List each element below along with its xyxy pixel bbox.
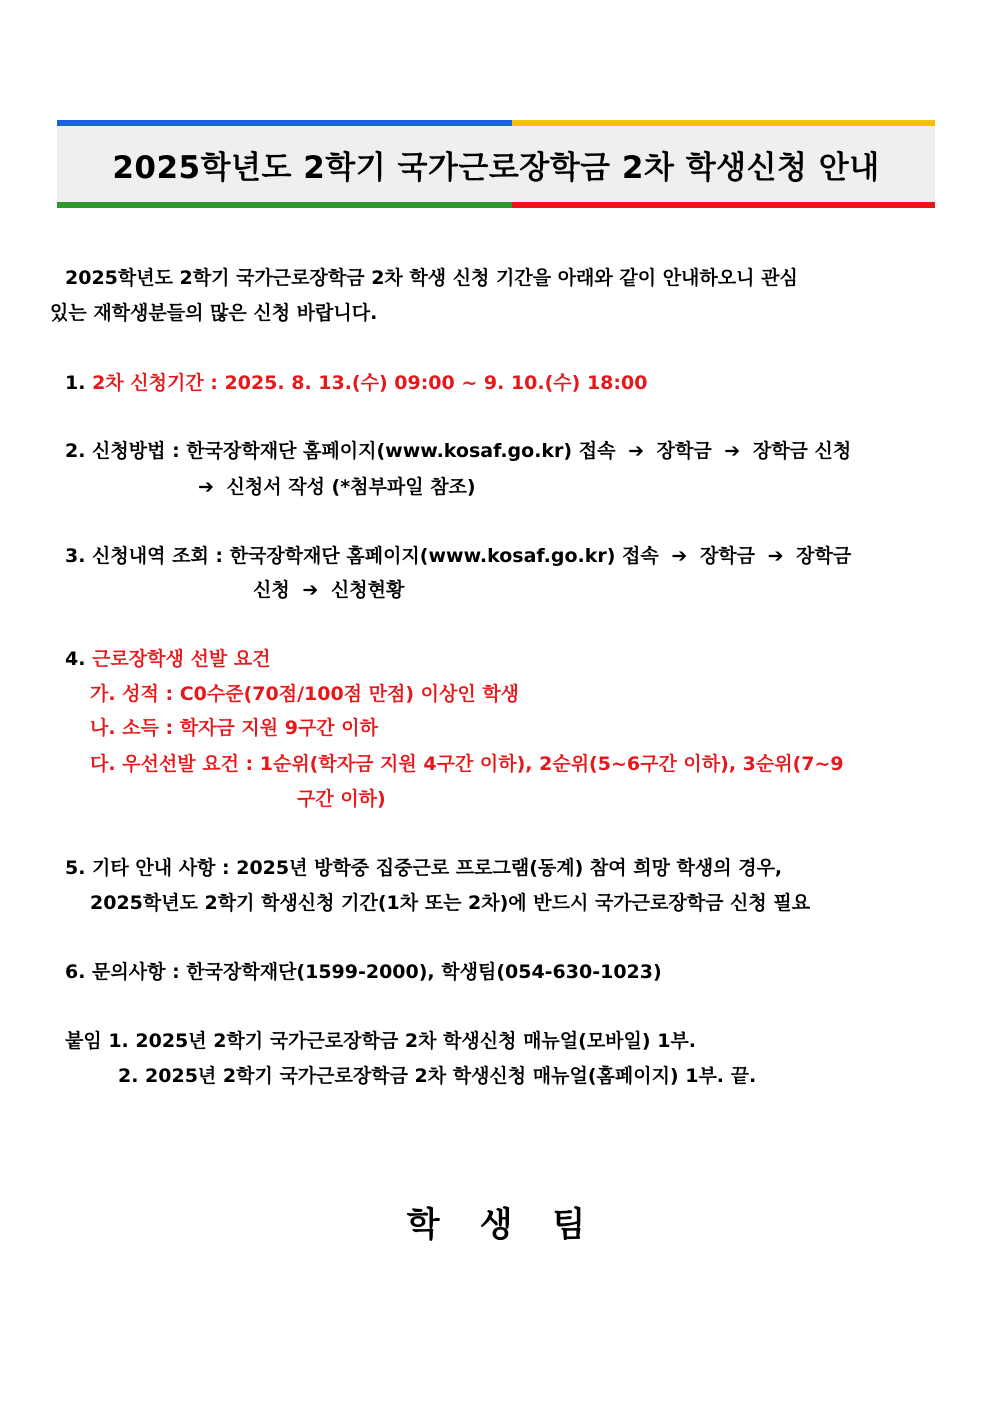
page-title: 2025학년도 2학기 국가근로장학금 2차 학생신청 안내	[112, 149, 880, 186]
item-2-step-2: 장학금 신청	[752, 440, 852, 462]
item-4-b: 나. 소득 : 학자금 지원 9구간 이하	[90, 717, 378, 739]
arrow-icon: ➔	[628, 440, 644, 462]
item-3-label: 3. 신청내역 조회 : 한국장학재단 홈페이지(www.kosaf.go.kr) 접속	[65, 545, 659, 567]
item-6: 6. 문의사항 : 한국장학재단(1599-2000), 학생팀(054-630-1023)	[65, 961, 662, 983]
item-1-text: 2차 신청기간 : 2025. 8. 13.(수) 09:00 ~ 9. 10.(수) 18:00	[92, 372, 648, 394]
intro-line-1: 2025학년도 2학기 국가근로장학금 2차 학생 신청 기간을 아래와 같이 안내하오니 관심	[65, 267, 798, 289]
item-2-step-3: 신청서 작성 (*첨부파일 참조)	[226, 476, 476, 498]
arrow-icon: ➔	[198, 476, 214, 498]
intro-line-2: 있는 재학생분들의 많은 신청 바랍니다.	[50, 302, 378, 324]
item-4-heading-line	[65, 648, 271, 670]
attachment-line-1: 붙임 1. 2025년 2학기 국가근로장학금 2차 학생신청 매뉴얼(모바일) 1부.	[65, 1030, 696, 1052]
item-4-a: 가. 성적 : C0수준(70점/100점 만점) 이상인 학생	[90, 683, 520, 705]
title-bar-bottom-red	[512, 202, 935, 208]
item-4-c: 다. 우선선발 요건 : 1순위(학자금 지원 4구간 이하), 2순위(5~6구간 이하), 3순위(7~9	[90, 753, 844, 775]
arrow-icon: ➔	[671, 545, 688, 567]
team-signature: 학생팀	[406, 1205, 626, 1245]
item-2-line-1	[65, 440, 851, 462]
item-4-c-continued: 구간 이하)	[297, 788, 386, 810]
item-4-number: 4.	[65, 648, 86, 670]
item-1	[65, 372, 647, 394]
item-2-label: 2. 신청방법 : 한국장학재단 홈페이지(www.kosaf.go.kr) 접속	[65, 440, 616, 462]
item-5-line-1: 5. 기타 안내 사항 : 2025년 방학중 집중근로 프로그램(동계) 참여 희망 학생의 경우,	[65, 857, 783, 879]
attachment-line-2: 2. 2025년 2학기 국가근로장학금 2차 학생신청 매뉴얼(홈페이지) 1부. 끝.	[118, 1065, 757, 1087]
item-2-step-1: 장학금	[656, 440, 712, 462]
title-bar-bottom-green	[57, 202, 512, 208]
item-1-number: 1.	[65, 372, 86, 394]
item-3-line-2	[253, 579, 404, 601]
item-4-heading: 근로장학생 선발 요건	[92, 648, 271, 670]
item-3-step-1: 장학금	[699, 545, 755, 567]
item-3-line-1	[65, 545, 851, 567]
arrow-icon: ➔	[767, 545, 784, 567]
item-3-step-2: 장학금	[796, 545, 852, 567]
item-3-step-2b: 신청	[253, 579, 290, 601]
item-3-step-3: 신청현황	[330, 579, 405, 601]
item-2-line-2	[198, 476, 476, 498]
arrow-icon: ➔	[724, 440, 741, 462]
arrow-icon: ➔	[302, 579, 319, 601]
item-5-line-2: 2025학년도 2학기 학생신청 기간(1차 또는 2차)에 반드시 국가근로장학금 신청 필요	[90, 892, 811, 914]
